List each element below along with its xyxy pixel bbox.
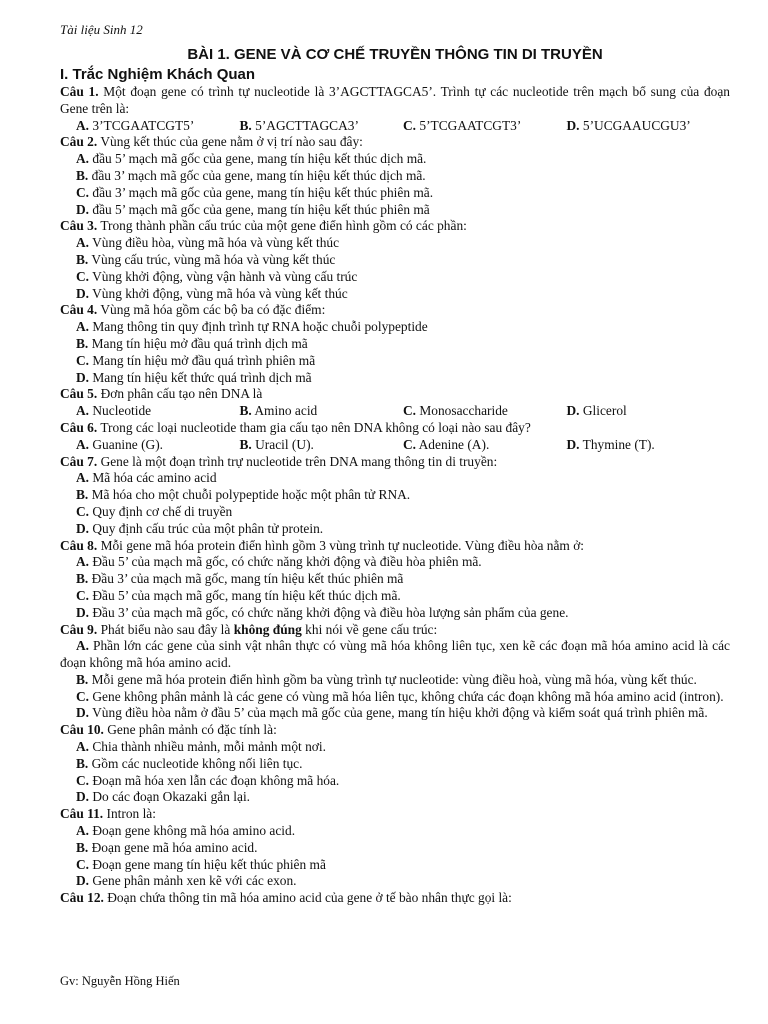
option-text: đầu 5’ mạch mã gốc của gene, mang tín hiệu kết thúc dịch mã.	[89, 151, 427, 167]
question-text: Gene phân mảnh có đặc tính là:	[103, 722, 277, 738]
option-key: A.	[76, 823, 90, 839]
answer-option	[60, 286, 730, 303]
answer-option	[60, 588, 730, 605]
option-text: Phần lớn các gene của sinh vật nhân thực có vùng mã hóa không liên tục, xen kẽ các đoạn mã hóa amino acid là các đoạn không mã hóa amino acid.	[60, 638, 730, 671]
option-key: B.	[76, 251, 89, 267]
answer-option	[60, 739, 730, 756]
option-key: B.	[239, 436, 252, 452]
question-number: Câu 9.	[60, 621, 98, 637]
question-stem	[60, 386, 730, 403]
answer-option	[60, 554, 730, 571]
option-key: D.	[76, 789, 90, 805]
option-key: D.	[76, 705, 90, 721]
answer-option	[60, 756, 730, 773]
answer-option	[60, 672, 730, 689]
option-key: C.	[76, 688, 90, 704]
option-text: Nucleotide	[89, 403, 152, 419]
option-text: Đầu 5’ của mạch mã gốc, có chức năng khởi động và điều hòa phiên mã.	[89, 554, 482, 570]
question-7	[60, 454, 730, 538]
option-key: A.	[76, 638, 90, 654]
option-key: C.	[403, 403, 417, 419]
option-text: Monosaccharide	[416, 403, 508, 419]
question-stem	[60, 622, 730, 639]
options-row	[60, 403, 730, 420]
question-number: Câu 4.	[60, 302, 98, 318]
question-number: Câu 12.	[60, 890, 104, 906]
options-row	[60, 437, 730, 454]
question-10	[60, 722, 730, 806]
answer-option	[240, 437, 404, 454]
option-text: Glicerol	[579, 403, 627, 419]
answer-option	[60, 269, 730, 286]
answer-option	[60, 504, 730, 521]
question-4	[60, 302, 730, 386]
question-number: Câu 5.	[60, 386, 98, 402]
document-header: Tài liệu Sinh 12	[60, 22, 143, 37]
answer-option	[60, 185, 730, 202]
question-text: Gene là một đoạn trình trự nucleotide trên DNA mang thông tin di truyền:	[97, 453, 498, 469]
answer-option	[240, 118, 404, 135]
answer-option	[567, 437, 731, 454]
question-number: Câu 10.	[60, 722, 104, 738]
option-text: Vùng khởi động, vùng mã hóa và vùng kết thúc	[89, 285, 348, 301]
option-text: Adenine (A).	[416, 436, 490, 452]
answer-option	[60, 823, 730, 840]
option-key: A.	[76, 739, 90, 755]
option-text: Chia thành nhiều mảnh, mỗi mảnh một nơi.	[89, 739, 326, 755]
answer-option	[60, 571, 730, 588]
question-number: Câu 11.	[60, 806, 104, 822]
option-text: Mang tín hiệu mở đầu quá trình dịch mã	[88, 335, 308, 351]
option-key: B.	[76, 487, 89, 503]
option-key: D.	[566, 436, 580, 452]
question-text: Đơn phân cấu tạo nên DNA là	[97, 386, 263, 402]
option-text: Mang tín hiệu kết thức quá trình dịch mã	[89, 369, 312, 385]
option-key: C.	[76, 856, 90, 872]
question-number: Câu 7.	[60, 453, 98, 469]
option-text: Vùng khởi động, vùng vận hành và vùng cấu trúc	[89, 268, 358, 284]
option-key: B.	[76, 839, 89, 855]
question-text: Đoạn chứa thông tin mã hóa amino acid của gene ở tế bào nhân thực gọi là:	[103, 890, 512, 906]
option-text: Đầu 3’ của mạch mã gốc, mang tín hiệu kết thúc phiên mã	[88, 571, 404, 587]
question-stem	[60, 806, 730, 823]
answer-option	[60, 689, 730, 706]
option-text: Mã hóa các amino acid	[89, 470, 217, 486]
question-number: Câu 8.	[60, 537, 98, 553]
option-key: C.	[76, 587, 90, 603]
question-2	[60, 134, 730, 218]
option-text: Guanine (G).	[89, 436, 164, 452]
option-text: Vùng điều hòa nằm ở đầu 5’ của mạch mã gốc của gene, mang tín hiệu khởi động và kiểm soát quá trình phiên mã.	[89, 705, 708, 721]
option-key: D.	[76, 369, 90, 385]
answer-option	[60, 789, 730, 806]
question-number: Câu 1.	[60, 84, 99, 99]
option-text: Gene không phân mảnh là các gene có vùng mã hóa liên tục, không chứa các đoạn không mã hóa amino acid (intron).	[89, 688, 724, 704]
answer-option	[60, 353, 730, 370]
option-text: Mang tín hiệu mở đầu quá trình phiên mã	[89, 352, 316, 368]
answer-option	[76, 437, 240, 454]
question-6	[60, 420, 730, 454]
question-stem	[60, 84, 730, 118]
option-key: C.	[76, 772, 90, 788]
question-text: Trong các loại nucleotide tham gia cấu tạo nên DNA không có loại nào sau đây?	[97, 419, 531, 435]
option-key: A.	[76, 151, 90, 167]
question-8	[60, 538, 730, 622]
option-text: Vùng cấu trúc, vùng mã hóa và vùng kết thúc	[88, 251, 336, 267]
answer-option	[60, 605, 730, 622]
option-key: A.	[76, 403, 90, 419]
question-text: Mỗi gene mã hóa protein điển hình gồm 3 vùng trình tự nucleotide. Vùng điều hòa nằm ở:	[97, 537, 584, 553]
option-key: D.	[76, 873, 90, 889]
option-text: Đoạn gene không mã hóa amino acid.	[89, 823, 296, 839]
answer-option	[60, 319, 730, 336]
answer-option	[60, 773, 730, 790]
option-text: đầu 5’ mạch mã gốc của gene, mang tín hiệu kết thúc phiên mã	[89, 201, 430, 217]
answer-option	[240, 403, 404, 420]
question-text-after: khi nói về gene cấu trúc:	[301, 621, 438, 637]
question-text: Vùng mã hóa gồm các bộ ba có đặc điểm:	[97, 302, 326, 318]
answer-option	[567, 118, 731, 135]
option-key: C.	[76, 268, 90, 284]
section-heading: I. Trắc Nghiệm Khách Quan	[60, 66, 256, 83]
question-stem	[60, 218, 730, 235]
answer-option	[60, 235, 730, 252]
option-text: 3’TCGAATCGT5’	[89, 117, 195, 133]
question-stem	[60, 134, 730, 151]
question-stem	[60, 454, 730, 471]
option-text: Đoạn gene mang tín hiệu kết thúc phiên mã	[89, 856, 326, 872]
question-text: Trong thành phần cấu trúc của một gene điển hình gồm có các phần:	[97, 218, 467, 234]
question-1	[60, 84, 730, 134]
option-key: B.	[239, 117, 252, 133]
option-key: A.	[76, 470, 90, 486]
option-key: C.	[403, 117, 417, 133]
option-text: Đầu 5’ của mạch mã gốc, mang tín hiệu kết thúc dịch mã.	[89, 587, 401, 603]
question-text: Vùng kết thúc của gene nằm ở vị trí nào sau đây:	[97, 134, 363, 150]
answer-option	[76, 118, 240, 135]
question-number: Câu 6.	[60, 419, 98, 435]
option-key: B.	[76, 335, 89, 351]
question-9	[60, 622, 730, 723]
option-text: Vùng điều hòa, vùng mã hóa và vùng kết thúc	[89, 235, 340, 251]
option-text: Amino acid	[251, 403, 318, 419]
option-key: A.	[76, 436, 90, 452]
answer-option	[403, 403, 567, 420]
answer-option	[60, 840, 730, 857]
answer-option	[60, 873, 730, 890]
option-key: A.	[76, 117, 90, 133]
option-text: Đoạn gene mã hóa amino acid.	[88, 839, 258, 855]
option-text: Do các đoạn Okazaki gắn lại.	[89, 789, 251, 805]
option-key: D.	[76, 520, 90, 536]
option-text: Đoạn mã hóa xen lẫn các đoạn không mã hóa.	[89, 772, 340, 788]
option-key: B.	[76, 571, 89, 587]
answer-option	[60, 470, 730, 487]
teacher-footer: Gv: Nguyễn Hồng Hiến	[60, 974, 180, 988]
option-text: Gồm các nucleotide không nối liên tục.	[88, 755, 303, 771]
answer-option	[567, 403, 731, 420]
options-row	[60, 118, 730, 135]
option-text: đầu 3’ mạch mã gốc của gene, mang tín hiệu kết thúc phiên mã.	[89, 184, 434, 200]
option-key: D.	[76, 285, 90, 301]
option-key: D.	[566, 117, 580, 133]
question-stem	[60, 302, 730, 319]
question-text: Intron là:	[103, 806, 156, 822]
option-text: Thymine (T).	[579, 436, 655, 452]
option-text: Mang thông tin quy định trình tự RNA hoặc chuỗi polypeptide	[89, 319, 428, 335]
answer-option	[60, 638, 730, 672]
option-text: Mã hóa cho một chuỗi polypeptide hoặc một phân tử RNA.	[88, 487, 411, 503]
answer-option	[60, 151, 730, 168]
question-stem	[60, 538, 730, 555]
option-text: Uracil (U).	[251, 436, 314, 452]
answer-option	[60, 857, 730, 874]
answer-option	[60, 336, 730, 353]
question-stem	[60, 420, 730, 437]
option-key: B.	[76, 755, 89, 771]
lesson-title: BÀI 1. GENE VÀ CƠ CHẾ TRUYỀN THÔNG TIN DI TRUYỀN	[187, 46, 603, 63]
option-key: C.	[403, 436, 417, 452]
option-key: A.	[76, 319, 90, 335]
question-stem	[60, 722, 730, 739]
option-key: C.	[76, 184, 90, 200]
option-key: B.	[239, 403, 252, 419]
answer-option	[60, 168, 730, 185]
answer-option	[60, 202, 730, 219]
option-text: Đầu 3’ của mạch mã gốc, có chức năng khởi động và điều hòa lượng sản phẩm của gene.	[89, 604, 569, 620]
question-number: Câu 3.	[60, 218, 98, 234]
question-text: Một đoạn gene có trình tự nucleotide là 3’AGCTTAGCA5’. Trình tự các nucleotide trên mạch bổ sung của đoạn Gene trên là:	[60, 84, 730, 116]
answer-option	[60, 521, 730, 538]
answer-option	[76, 403, 240, 420]
answer-option	[403, 437, 567, 454]
option-text: Gene phân mảnh xen kẽ với các exon.	[89, 873, 297, 889]
option-key: B.	[76, 167, 89, 183]
option-text: 5’AGCTTAGCA3’	[251, 117, 359, 133]
question-text: Phát biểu nào sau đây là	[97, 621, 234, 637]
option-key: B.	[76, 671, 89, 687]
answer-option	[60, 705, 730, 722]
question-emphasis: không đúng	[233, 621, 302, 637]
question-11	[60, 806, 730, 890]
answer-option	[403, 118, 567, 135]
option-text: 5’TCGAATCGT3’	[416, 117, 522, 133]
option-key: C.	[76, 503, 90, 519]
question-stem	[60, 890, 730, 907]
answer-option	[60, 252, 730, 269]
answer-option	[60, 370, 730, 387]
option-key: A.	[76, 554, 90, 570]
question-3	[60, 218, 730, 302]
question-number: Câu 2.	[60, 134, 98, 150]
option-text: Quy định cấu trúc của một phân tử protein.	[89, 520, 324, 536]
question-5	[60, 386, 730, 420]
option-text: 5’UCGAAUCGU3’	[579, 117, 691, 133]
answer-option	[60, 487, 730, 504]
question-list	[60, 84, 730, 907]
option-text: Quy định cơ chế di truyền	[89, 503, 233, 519]
option-text: Mỗi gene mã hóa protein điển hình gồm ba vùng trình tự nucleotide: vùng điều hoà, vùng mã hóa, vùng kết thúc.	[88, 671, 697, 687]
question-12	[60, 890, 730, 907]
option-key: D.	[76, 604, 90, 620]
option-key: A.	[76, 235, 90, 251]
option-text: đầu 3’ mạch mã gốc của gene, mang tín hiệu kết thúc dịch mã.	[88, 167, 426, 183]
option-key: D.	[566, 403, 580, 419]
option-key: C.	[76, 352, 90, 368]
option-key: D.	[76, 201, 90, 217]
